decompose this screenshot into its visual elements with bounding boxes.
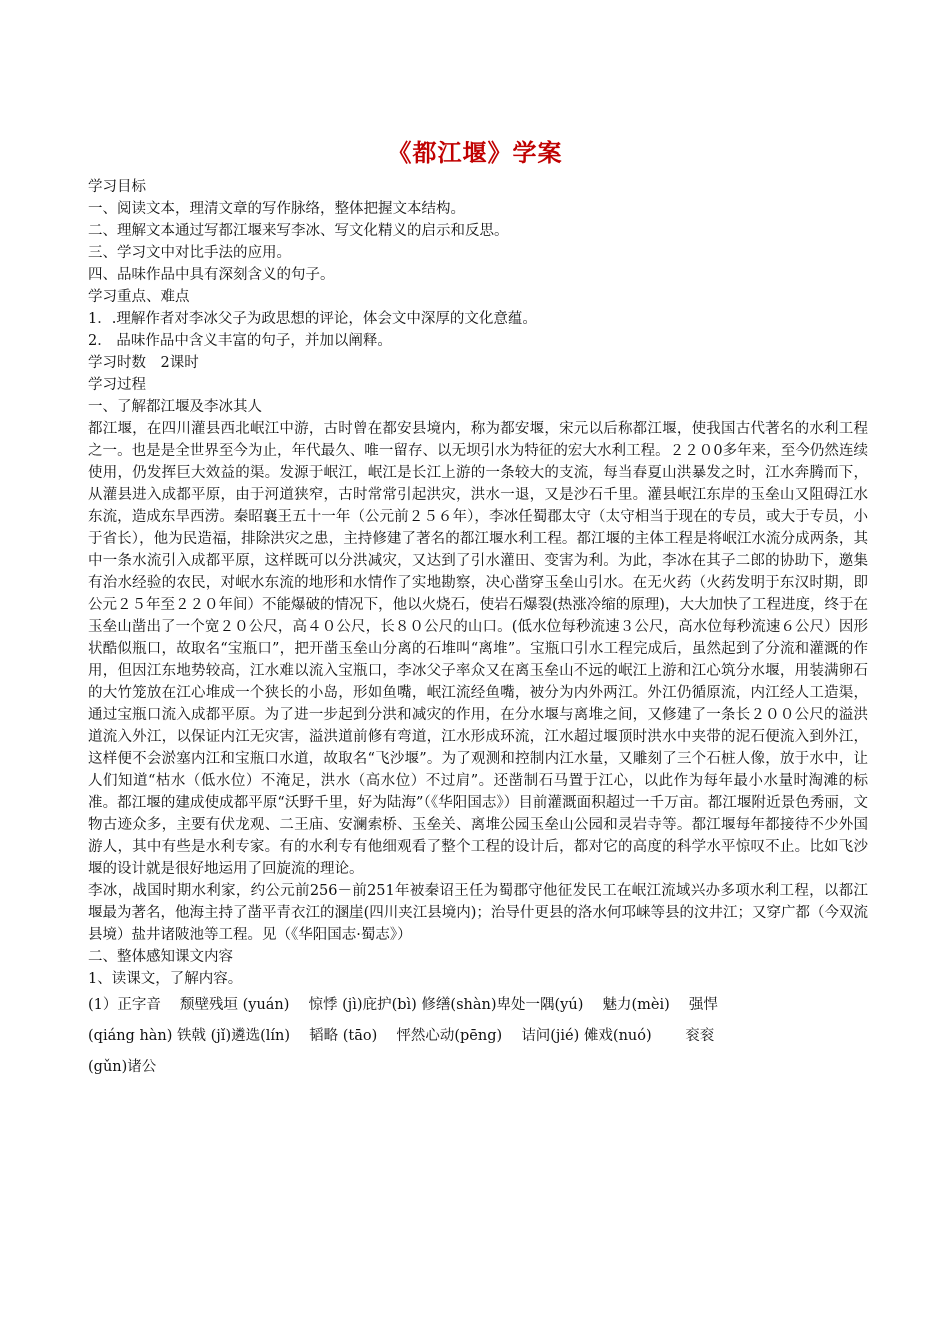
goal-item: 四、品味作品中具有深刻含义的句子。 xyxy=(88,267,335,283)
pinyin-line: (qiáng hàn) 铁戟 (jǐ)遴选(lín) 韬略 (tāo) 怦然心动(pēng) 诘问(jié) 傩戏(nuó) 衮衮 xyxy=(88,1028,715,1044)
part2-heading: 二、整体感知课文内容 xyxy=(88,949,233,965)
key-point-item: 1．.理解作者对李冰父子为政思想的评论，体会文中深厚的文化意蕴。 xyxy=(88,311,537,327)
page-title: 《都江堰》学案 xyxy=(387,139,563,167)
pinyin-line: (gǔn)诸公 xyxy=(88,1059,157,1075)
li-bing-paragraph: 李冰，战国时期水利家，约公元前256－前251年被秦诏王任为蜀郡守他征发民工在岷江流域兴办多项水利工程，以都江堰最为著名，他海主持了凿平青衣江的溷崖(四川夹江县境内)；治导什更县的洛水何邛崃等县的汶井江；又穿广都（今双流县境）盐井诸陂池等工程。见（《华阳国志·蜀志》） xyxy=(88,883,868,943)
part1-heading: 一、了解都江堰及李冰其人 xyxy=(88,399,262,415)
goal-item: 三、学习文中对比手法的应用。 xyxy=(88,245,291,261)
read-heading: 1、读课文，了解内容。 xyxy=(88,971,243,987)
pinyin-line: (1）正字音 颓壁残垣 (yuán) 惊悸 (jì)庇护(bì) 修缮(shàn)卑处一隅(yú) 魅力(mèi) 强悍 xyxy=(88,997,718,1013)
goal-item: 二、理解文本通过写都江堰来写李冰、写文化精义的启示和反思。 xyxy=(88,223,509,239)
document-body xyxy=(88,176,868,1083)
process-heading: 学习过程 xyxy=(88,377,146,393)
goals-heading: 学习目标 xyxy=(88,179,146,195)
key-points-heading: 学习重点、难点 xyxy=(88,289,190,305)
study-hours: 学习时数 2课时 xyxy=(88,355,199,371)
goal-item: 一、阅读文本，理清文章的写作脉络，整体把握文本结构。 xyxy=(88,201,465,217)
key-point-item: 2． 品味作品中含义丰富的句子，并加以阐释。 xyxy=(88,333,392,349)
intro-paragraph: 都江堰，在四川灌县西北岷江中游，古时曾在都安县境内，称为都安堰，宋元以后称都江堰，使我国古代著名的水利工程之一。也是是全世界至今为止，年代最久、唯一留存、以无坝引水为特征的宏大水利工程。２２０0多年来，至今仍然连续使用，仍发挥巨大效益的渠。发源于岷江，岷江是长江上游的一条较大的支流，每当春夏山洪暴发之时，江水奔腾而下，从灌县进入成都平原，由于河道狭窄，古时常常引起洪灾，洪水一退，又是沙石千里。灌县岷江东岸的玉垒山又阻碍江水东流，造成东旱西涝。秦昭襄王五十一年（公元前２５６年），李冰任蜀郡太守（太守相当于现在的专员，或大于专员，小于省长），他为民造福，排除洪灾之患，主持修建了著名的都江堰水利工程。都江堰的主体工程是将岷江水流分成两条，其中一条水流引入成都平原，这样既可以分洪减灾，又达到了引水灌田、变害为利。为此，李冰在其子二郎的协助下，邀集有治水经验的农民，对岷水东流的地形和水情作了实地勘察，决心凿穿玉垒山引水。在无火药（火药发明于东汉时期，即公元２５年至２２０年间）不能爆破的情况下，他以火烧石，使岩石爆裂(热涨冷缩的原理)，大大加快了工程进度，终于在玉垒山凿出了一个宽２０公尺，高４０公尺，长８０公尺的山口。(低水位每秒流速３公尺，高水位每秒流速６公尺）因形状酷似瓶口，故取名“宝瓶口”，把开凿玉垒山分离的石堆叫“离堆”。宝瓶口引水工程完成后，虽然起到了分流和灌溉的作用，但因江东地势较高，江水难以流入宝瓶口，李冰父子率众又在离玉垒山不远的岷江上游和江心筑分水堰，用装满卵石的大竹笼放在江心堆成一个狭长的小岛，形如鱼嘴，岷江流经鱼嘴，被分为内外两江。外江仍循原流，内江经人工造渠，通过宝瓶口流入成都平原。为了进一步起到分洪和减灾的作用，在分水堰与离堆之间，又修建了一条长２００公尺的溢洪道流入外江，以保证内江无灾害，溢洪道前修有弯道，江水形成环流，江水超过堰顶时洪水中夹带的泥石便流入到外江，这样便不会淤塞内江和宝瓶口水道，故取名“飞沙堰”。为了观测和控制内江水量，又雕刻了三个石桩人像，放于水中，让人们知道“枯水（低水位）不淹足，洪水（高水位）不过肩”。还凿制石马置于江心，以此作为每年最小水量时淘滩的标准。都江堰的建成使成都平原“沃野千里，好为陆海”（《华阳国志》）目前灌溉面积超过一千万亩。都江堰附近景色秀丽，文物古迹众多，主要有伏龙观、二王庙、安澜索桥、玉垒关、离堆公园玉垒山公园和灵岩寺等。都江堰每年都接待不少外国游人，其中有些是水利专家。有的水利专有他细观看了整个工程的设计后，都对它的高度的科学水平惊叹不止。比如飞沙堰的设计就是很好地运用了回旋流的理论。 xyxy=(88,421,868,877)
